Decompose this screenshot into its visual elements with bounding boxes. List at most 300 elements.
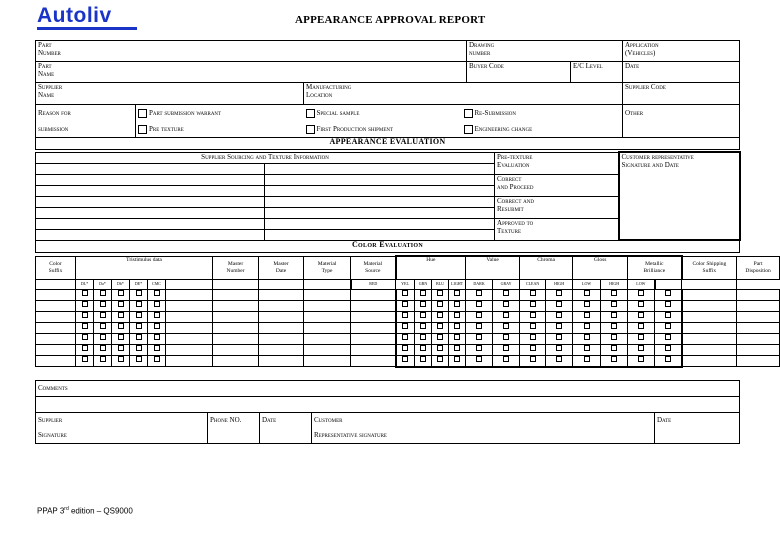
checkbox-icon[interactable] [611, 301, 617, 307]
color-eval-entry[interactable] [166, 289, 213, 300]
color-eval-cell[interactable] [415, 344, 432, 355]
checkbox-icon[interactable] [100, 290, 106, 296]
checkbox-icon[interactable] [665, 345, 671, 351]
color-eval-cell[interactable] [148, 344, 166, 355]
sourcing-cell[interactable] [36, 207, 265, 218]
checkbox-icon[interactable] [118, 290, 124, 296]
checkbox-icon[interactable] [437, 334, 443, 340]
color-eval-cell[interactable] [655, 311, 682, 322]
color-eval-entry[interactable] [259, 355, 304, 367]
correct-and-resubmit-option[interactable]: Correct and Resubmit [495, 196, 619, 218]
color-eval-cell[interactable] [546, 322, 573, 333]
checkbox-icon[interactable] [454, 312, 460, 318]
checkbox-icon[interactable] [454, 356, 460, 362]
color-eval-cell[interactable] [493, 344, 520, 355]
checkbox-icon[interactable] [530, 290, 536, 296]
checkbox-icon[interactable] [420, 323, 426, 329]
customer-date-field[interactable]: Date [655, 413, 740, 444]
comments-line[interactable] [36, 397, 740, 413]
color-eval-entry[interactable] [682, 311, 737, 322]
color-eval-cell[interactable] [112, 355, 130, 367]
checkbox-icon[interactable] [476, 334, 482, 340]
color-eval-entry[interactable] [304, 344, 351, 355]
color-eval-entry[interactable] [259, 333, 304, 344]
color-eval-cell[interactable] [520, 289, 546, 300]
color-eval-cell[interactable] [573, 311, 601, 322]
color-eval-cell[interactable] [655, 289, 682, 300]
color-eval-cell[interactable] [112, 344, 130, 355]
checkbox-icon[interactable] [138, 125, 147, 134]
color-eval-cell[interactable] [112, 322, 130, 333]
color-eval-entry[interactable] [304, 322, 351, 333]
checkbox-icon[interactable] [665, 334, 671, 340]
color-eval-entry[interactable] [737, 289, 780, 300]
color-eval-entry[interactable] [351, 333, 396, 344]
engineering-change-option[interactable]: Engineering change [464, 121, 533, 137]
color-eval-cell[interactable] [520, 344, 546, 355]
color-eval-cell[interactable] [466, 333, 493, 344]
color-eval-cell[interactable] [573, 300, 601, 311]
color-eval-entry[interactable] [36, 355, 76, 367]
color-eval-entry[interactable] [36, 300, 76, 311]
color-eval-cell[interactable] [449, 322, 466, 333]
color-eval-entry[interactable] [682, 300, 737, 311]
checkbox-icon[interactable] [464, 125, 473, 134]
color-eval-entry[interactable] [304, 333, 351, 344]
color-eval-entry[interactable] [213, 311, 259, 322]
color-eval-cell[interactable] [449, 344, 466, 355]
color-eval-entry[interactable] [304, 355, 351, 367]
checkbox-icon[interactable] [503, 345, 509, 351]
color-eval-cell[interactable] [546, 344, 573, 355]
checkbox-icon[interactable] [100, 301, 106, 307]
color-eval-cell[interactable] [130, 344, 148, 355]
checkbox-icon[interactable] [420, 334, 426, 340]
checkbox-icon[interactable] [118, 356, 124, 362]
customer-rep-signature-field[interactable]: Customer Representative signature [312, 413, 655, 444]
checkbox-icon[interactable] [454, 323, 460, 329]
checkbox-icon[interactable] [306, 125, 315, 134]
checkbox-icon[interactable] [476, 290, 482, 296]
checkbox-icon[interactable] [476, 301, 482, 307]
color-eval-entry[interactable] [213, 355, 259, 367]
color-eval-entry[interactable] [259, 311, 304, 322]
color-eval-cell[interactable] [493, 311, 520, 322]
color-eval-cell[interactable] [94, 355, 112, 367]
color-eval-cell[interactable] [573, 355, 601, 367]
color-eval-entry[interactable] [259, 300, 304, 311]
checkbox-icon[interactable] [154, 345, 160, 351]
color-eval-cell[interactable] [601, 300, 628, 311]
color-eval-cell[interactable] [546, 311, 573, 322]
color-eval-cell[interactable] [76, 355, 94, 367]
color-eval-cell[interactable] [94, 289, 112, 300]
color-eval-cell[interactable] [415, 300, 432, 311]
checkbox-icon[interactable] [584, 345, 590, 351]
sourcing-cell[interactable] [265, 163, 495, 174]
color-eval-cell[interactable] [396, 311, 415, 322]
sourcing-cell[interactable] [36, 163, 265, 174]
checkbox-icon[interactable] [611, 312, 617, 318]
color-eval-cell[interactable] [466, 355, 493, 367]
checkbox-icon[interactable] [82, 312, 88, 318]
checkbox-icon[interactable] [503, 312, 509, 318]
color-eval-cell[interactable] [466, 344, 493, 355]
checkbox-icon[interactable] [530, 323, 536, 329]
checkbox-icon[interactable] [136, 334, 142, 340]
color-eval-cell[interactable] [573, 322, 601, 333]
color-eval-cell[interactable] [546, 300, 573, 311]
color-eval-cell[interactable] [130, 355, 148, 367]
color-eval-cell[interactable] [601, 289, 628, 300]
color-eval-cell[interactable] [94, 333, 112, 344]
checkbox-icon[interactable] [138, 109, 147, 118]
color-eval-cell[interactable] [520, 300, 546, 311]
color-eval-entry[interactable] [682, 322, 737, 333]
checkbox-icon[interactable] [154, 312, 160, 318]
color-eval-entry[interactable] [737, 344, 780, 355]
color-eval-cell[interactable] [112, 333, 130, 344]
checkbox-icon[interactable] [584, 301, 590, 307]
color-eval-cell[interactable] [148, 300, 166, 311]
checkbox-icon[interactable] [437, 290, 443, 296]
color-eval-cell[interactable] [396, 300, 415, 311]
checkbox-icon[interactable] [476, 312, 482, 318]
checkbox-icon[interactable] [665, 356, 671, 362]
checkbox-icon[interactable] [154, 356, 160, 362]
checkbox-icon[interactable] [136, 345, 142, 351]
color-eval-cell[interactable] [432, 300, 449, 311]
checkbox-icon[interactable] [454, 334, 460, 340]
correct-and-proceed-option[interactable]: Correct and Proceed [495, 174, 619, 196]
color-eval-entry[interactable] [259, 289, 304, 300]
color-eval-entry[interactable] [166, 344, 213, 355]
color-eval-cell[interactable] [655, 322, 682, 333]
buyer-code-field[interactable]: Buyer Code [467, 62, 571, 83]
checkbox-icon[interactable] [530, 334, 536, 340]
checkbox-icon[interactable] [638, 345, 644, 351]
checkbox-icon[interactable] [665, 301, 671, 307]
checkbox-icon[interactable] [82, 334, 88, 340]
checkbox-icon[interactable] [476, 323, 482, 329]
color-eval-cell[interactable] [466, 300, 493, 311]
re-submission-option[interactable]: Re-Submission [464, 105, 516, 121]
color-eval-entry[interactable] [36, 289, 76, 300]
color-eval-entry[interactable] [737, 322, 780, 333]
color-eval-cell[interactable] [76, 311, 94, 322]
checkbox-icon[interactable] [530, 345, 536, 351]
checkbox-icon[interactable] [100, 312, 106, 318]
checkbox-icon[interactable] [154, 334, 160, 340]
sourcing-cell[interactable] [265, 185, 495, 196]
checkbox-icon[interactable] [611, 323, 617, 329]
color-eval-entry[interactable] [36, 311, 76, 322]
checkbox-icon[interactable] [584, 290, 590, 296]
checkbox-icon[interactable] [503, 290, 509, 296]
sourcing-cell[interactable] [265, 174, 495, 185]
color-eval-entry[interactable] [166, 333, 213, 344]
checkbox-icon[interactable] [665, 312, 671, 318]
color-eval-cell[interactable] [94, 311, 112, 322]
color-eval-entry[interactable] [351, 322, 396, 333]
checkbox-icon[interactable] [454, 301, 460, 307]
color-eval-entry[interactable] [682, 344, 737, 355]
color-eval-cell[interactable] [415, 322, 432, 333]
checkbox-icon[interactable] [100, 334, 106, 340]
checkbox-icon[interactable] [136, 323, 142, 329]
color-eval-cell[interactable] [94, 300, 112, 311]
checkbox-icon[interactable] [420, 356, 426, 362]
checkbox-icon[interactable] [665, 290, 671, 296]
color-eval-cell[interactable] [432, 289, 449, 300]
color-eval-entry[interactable] [682, 355, 737, 367]
checkbox-icon[interactable] [665, 323, 671, 329]
part-number-field[interactable]: Part Number [36, 41, 467, 62]
color-eval-cell[interactable] [148, 333, 166, 344]
checkbox-icon[interactable] [118, 312, 124, 318]
color-eval-cell[interactable] [628, 289, 655, 300]
color-eval-entry[interactable] [166, 355, 213, 367]
color-eval-cell[interactable] [432, 311, 449, 322]
color-eval-cell[interactable] [628, 311, 655, 322]
color-eval-cell[interactable] [655, 344, 682, 355]
color-eval-cell[interactable] [493, 300, 520, 311]
color-eval-cell[interactable] [466, 322, 493, 333]
checkbox-icon[interactable] [154, 290, 160, 296]
checkbox-icon[interactable] [118, 334, 124, 340]
color-eval-cell[interactable] [493, 289, 520, 300]
color-eval-cell[interactable] [655, 355, 682, 367]
color-eval-cell[interactable] [573, 289, 601, 300]
color-eval-entry[interactable] [213, 289, 259, 300]
sourcing-cell[interactable] [36, 218, 265, 229]
checkbox-icon[interactable] [584, 323, 590, 329]
color-eval-cell[interactable] [655, 300, 682, 311]
color-eval-cell[interactable] [655, 333, 682, 344]
color-eval-cell[interactable] [415, 355, 432, 367]
checkbox-icon[interactable] [118, 301, 124, 307]
color-eval-entry[interactable] [351, 300, 396, 311]
color-eval-entry[interactable] [304, 311, 351, 322]
color-eval-cell[interactable] [628, 333, 655, 344]
checkbox-icon[interactable] [437, 312, 443, 318]
color-eval-entry[interactable] [166, 322, 213, 333]
color-eval-cell[interactable] [628, 344, 655, 355]
checkbox-icon[interactable] [530, 312, 536, 318]
color-eval-cell[interactable] [520, 322, 546, 333]
checkbox-icon[interactable] [402, 301, 408, 307]
checkbox-icon[interactable] [454, 290, 460, 296]
color-eval-entry[interactable] [351, 355, 396, 367]
color-eval-entry[interactable] [737, 333, 780, 344]
color-eval-cell[interactable] [520, 333, 546, 344]
color-eval-entry[interactable] [36, 344, 76, 355]
color-eval-entry[interactable] [737, 300, 780, 311]
part-name-field[interactable]: Part Name [36, 62, 467, 83]
color-eval-cell[interactable] [396, 355, 415, 367]
phone-no-field[interactable]: Phone NO. [208, 413, 260, 444]
checkbox-icon[interactable] [611, 290, 617, 296]
color-eval-cell[interactable] [449, 289, 466, 300]
checkbox-icon[interactable] [100, 356, 106, 362]
checkbox-icon[interactable] [556, 356, 562, 362]
color-eval-cell[interactable] [601, 311, 628, 322]
color-eval-cell[interactable] [130, 322, 148, 333]
ec-level-field[interactable]: E/C Level [571, 62, 623, 83]
color-eval-cell[interactable] [493, 333, 520, 344]
sourcing-cell[interactable] [36, 174, 265, 185]
approved-to-texture-option[interactable]: Approved to Texture [495, 218, 619, 240]
color-eval-cell[interactable] [466, 289, 493, 300]
color-eval-cell[interactable] [76, 333, 94, 344]
date-field[interactable]: Date [623, 62, 740, 83]
checkbox-icon[interactable] [136, 301, 142, 307]
color-eval-cell[interactable] [130, 300, 148, 311]
checkbox-icon[interactable] [136, 356, 142, 362]
color-eval-entry[interactable] [682, 333, 737, 344]
checkbox-icon[interactable] [82, 323, 88, 329]
checkbox-icon[interactable] [503, 301, 509, 307]
sourcing-cell[interactable] [36, 185, 265, 196]
color-eval-entry[interactable] [737, 311, 780, 322]
color-eval-cell[interactable] [76, 289, 94, 300]
color-eval-cell[interactable] [415, 289, 432, 300]
manufacturing-location-field[interactable]: Manufacturing Location [304, 83, 623, 105]
sourcing-cell[interactable] [36, 196, 265, 207]
color-eval-cell[interactable] [493, 355, 520, 367]
checkbox-icon[interactable] [611, 345, 617, 351]
signature-date-field[interactable]: Date [260, 413, 312, 444]
checkbox-icon[interactable] [437, 301, 443, 307]
checkbox-icon[interactable] [611, 356, 617, 362]
color-eval-cell[interactable] [76, 322, 94, 333]
color-eval-entry[interactable] [213, 322, 259, 333]
checkbox-icon[interactable] [402, 345, 408, 351]
checkbox-icon[interactable] [402, 334, 408, 340]
checkbox-icon[interactable] [503, 334, 509, 340]
checkbox-icon[interactable] [420, 290, 426, 296]
color-eval-cell[interactable] [432, 333, 449, 344]
color-eval-entry[interactable] [166, 311, 213, 322]
supplier-name-field[interactable]: Supplier Name [36, 83, 304, 105]
checkbox-icon[interactable] [82, 290, 88, 296]
color-eval-cell[interactable] [546, 355, 573, 367]
color-eval-entry[interactable] [351, 311, 396, 322]
color-eval-cell[interactable] [76, 300, 94, 311]
color-eval-entry[interactable] [737, 355, 780, 367]
checkbox-icon[interactable] [118, 323, 124, 329]
color-eval-cell[interactable] [573, 344, 601, 355]
color-eval-entry[interactable] [36, 333, 76, 344]
color-eval-cell[interactable] [449, 355, 466, 367]
color-eval-cell[interactable] [601, 344, 628, 355]
color-eval-cell[interactable] [432, 355, 449, 367]
color-eval-cell[interactable] [415, 311, 432, 322]
color-eval-entry[interactable] [36, 322, 76, 333]
color-eval-cell[interactable] [76, 344, 94, 355]
sourcing-cell[interactable] [265, 196, 495, 207]
color-eval-entry[interactable] [259, 322, 304, 333]
color-eval-cell[interactable] [94, 322, 112, 333]
checkbox-icon[interactable] [100, 345, 106, 351]
color-eval-cell[interactable] [112, 289, 130, 300]
checkbox-icon[interactable] [100, 323, 106, 329]
color-eval-cell[interactable] [432, 322, 449, 333]
checkbox-icon[interactable] [82, 301, 88, 307]
color-eval-entry[interactable] [682, 289, 737, 300]
sourcing-cell[interactable] [265, 207, 495, 218]
checkbox-icon[interactable] [420, 301, 426, 307]
color-eval-cell[interactable] [449, 333, 466, 344]
checkbox-icon[interactable] [454, 345, 460, 351]
checkbox-icon[interactable] [82, 345, 88, 351]
checkbox-icon[interactable] [402, 323, 408, 329]
drawing-number-field[interactable]: Drawing number [467, 41, 623, 62]
color-eval-cell[interactable] [148, 311, 166, 322]
color-eval-entry[interactable] [259, 344, 304, 355]
checkbox-icon[interactable] [437, 323, 443, 329]
application-field[interactable]: Application (Vehicles) [623, 41, 740, 62]
color-eval-cell[interactable] [112, 311, 130, 322]
checkbox-icon[interactable] [136, 290, 142, 296]
special-sample-option[interactable]: Special sample [306, 105, 621, 121]
color-eval-entry[interactable] [304, 300, 351, 311]
checkbox-icon[interactable] [476, 356, 482, 362]
pre-texture-option[interactable]: Pre texture [138, 121, 302, 137]
supplier-code-field[interactable]: Supplier Code [623, 83, 740, 105]
checkbox-icon[interactable] [611, 334, 617, 340]
color-eval-cell[interactable] [449, 311, 466, 322]
color-eval-cell[interactable] [396, 289, 415, 300]
checkbox-icon[interactable] [82, 356, 88, 362]
color-eval-cell[interactable] [148, 322, 166, 333]
first-production-shipment-option[interactable]: First Production shipment [306, 121, 621, 137]
color-eval-entry[interactable] [213, 333, 259, 344]
supplier-signature-field[interactable]: Supplier Signature [36, 413, 208, 444]
color-eval-cell[interactable] [396, 333, 415, 344]
checkbox-icon[interactable] [476, 345, 482, 351]
color-eval-cell[interactable] [628, 322, 655, 333]
color-eval-cell[interactable] [130, 289, 148, 300]
color-eval-cell[interactable] [148, 355, 166, 367]
checkbox-icon[interactable] [638, 301, 644, 307]
color-eval-entry[interactable] [213, 300, 259, 311]
color-eval-cell[interactable] [573, 333, 601, 344]
sourcing-cell[interactable] [265, 229, 495, 240]
checkbox-icon[interactable] [556, 323, 562, 329]
color-eval-cell[interactable] [415, 333, 432, 344]
other-field[interactable]: Other [623, 105, 740, 138]
checkbox-icon[interactable] [420, 345, 426, 351]
checkbox-icon[interactable] [584, 356, 590, 362]
color-eval-cell[interactable] [520, 311, 546, 322]
checkbox-icon[interactable] [402, 312, 408, 318]
color-eval-cell[interactable] [466, 311, 493, 322]
color-eval-cell[interactable] [601, 322, 628, 333]
color-eval-cell[interactable] [493, 322, 520, 333]
color-eval-cell[interactable] [112, 300, 130, 311]
color-eval-cell[interactable] [94, 344, 112, 355]
checkbox-icon[interactable] [556, 345, 562, 351]
checkbox-icon[interactable] [584, 312, 590, 318]
checkbox-icon[interactable] [402, 356, 408, 362]
color-eval-cell[interactable] [601, 333, 628, 344]
checkbox-icon[interactable] [556, 290, 562, 296]
color-eval-cell[interactable] [628, 355, 655, 367]
sourcing-cell[interactable] [36, 229, 265, 240]
color-eval-cell[interactable] [396, 344, 415, 355]
checkbox-icon[interactable] [638, 290, 644, 296]
